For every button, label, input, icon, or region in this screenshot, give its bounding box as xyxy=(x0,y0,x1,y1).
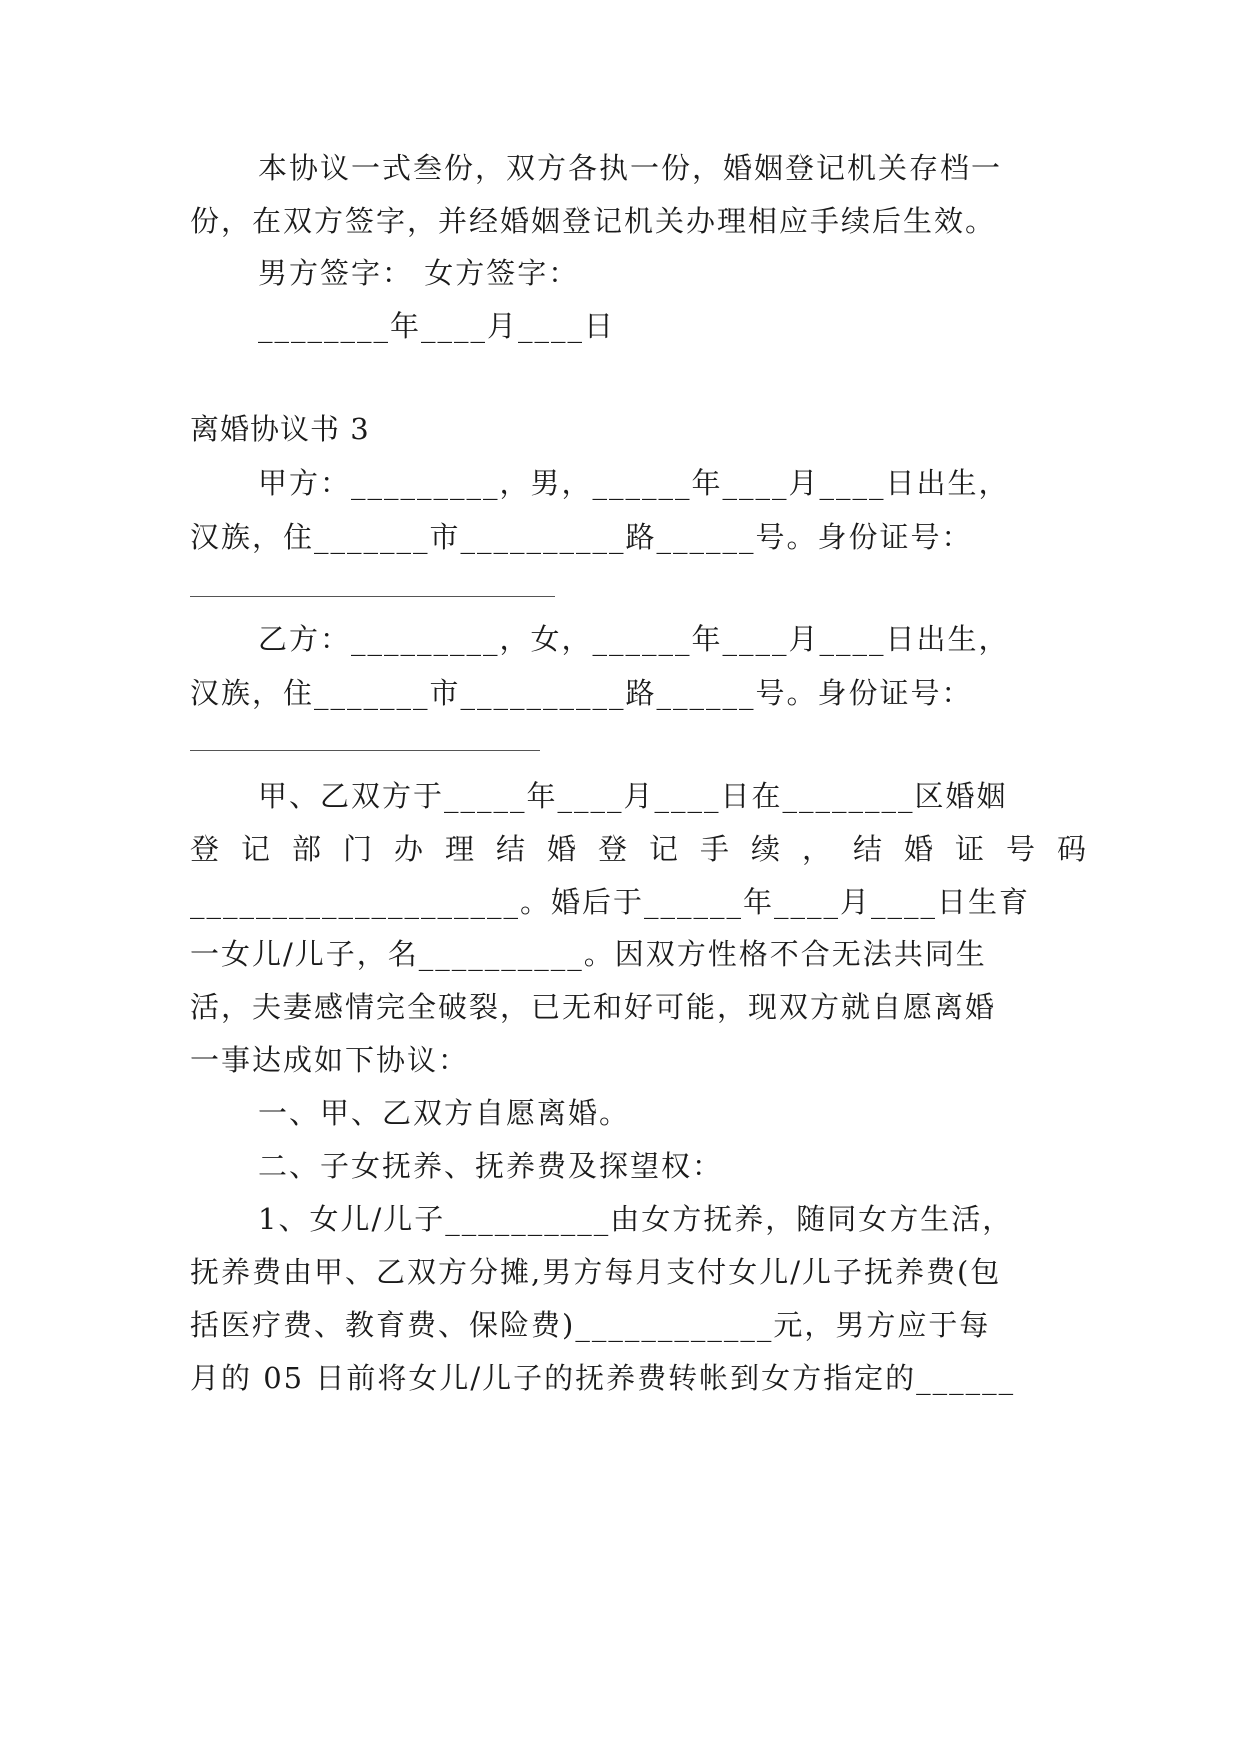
marriage-para-line-2: 登记部门办理结婚登记手续，结婚证号码 xyxy=(190,832,1109,866)
date-line: ________年____月____日 xyxy=(258,309,616,343)
party-a-id-blank xyxy=(190,596,555,597)
clause-2-1-line-3: 括医疗费、教育费、保险费)____________元，男方应于每 xyxy=(190,1308,991,1342)
signature-line: 男方签字： 女方签字： xyxy=(258,256,580,290)
clause-1: 一、甲、乙双方自愿离婚。 xyxy=(258,1096,631,1130)
clause-2-1-line-4: 月的 05 日前将女儿/儿子的抚养费转帐到女方指定的______ xyxy=(190,1361,1016,1395)
party-b-id-blank xyxy=(190,750,540,751)
marriage-para-line-1: 甲、乙双方于_____年____月____日在________区婚姻 xyxy=(258,779,1008,813)
paragraph-copies-line-1: 本协议一式叁份，双方各执一份，婚姻登记机关存档一 xyxy=(258,151,1003,185)
party-b-line-2: 汉族，住_______市__________路______号。身份证号： xyxy=(190,676,973,710)
clause-2-1-line-1: 1、女儿/儿子__________由女方抚养，随同女方生活， xyxy=(258,1202,1014,1236)
party-a-line-2: 汉族，住_______市__________路______号。身份证号： xyxy=(190,520,973,554)
section-title: 离婚协议书 3 xyxy=(190,412,370,446)
party-a-line-1: 甲方：_________，男，______年____月____日出生， xyxy=(258,466,1010,500)
marriage-para-line-4: 一女儿/儿子，名__________。因双方性格不合无法共同生 xyxy=(190,937,987,971)
marriage-para-line-3: ____________________。婚后于______年____月____日生育 xyxy=(190,885,1031,919)
clause-2-1-line-2: 抚养费由甲、乙双方分摊,男方每月支付女儿/儿子抚养费(包 xyxy=(190,1255,1002,1289)
party-b-line-1: 乙方：_________，女，______年____月____日出生， xyxy=(258,622,1010,656)
marriage-para-line-5: 活，夫妻感情完全破裂，已无和好可能，现双方就自愿离婚 xyxy=(190,990,997,1024)
paragraph-copies-line-2: 份，在双方签字，并经婚姻登记机关办理相应手续后生效。 xyxy=(190,204,997,238)
clause-2-title: 二、子女抚养、抚养费及探望权： xyxy=(258,1149,724,1183)
marriage-para-line-6: 一事达成如下协议： xyxy=(190,1043,470,1077)
